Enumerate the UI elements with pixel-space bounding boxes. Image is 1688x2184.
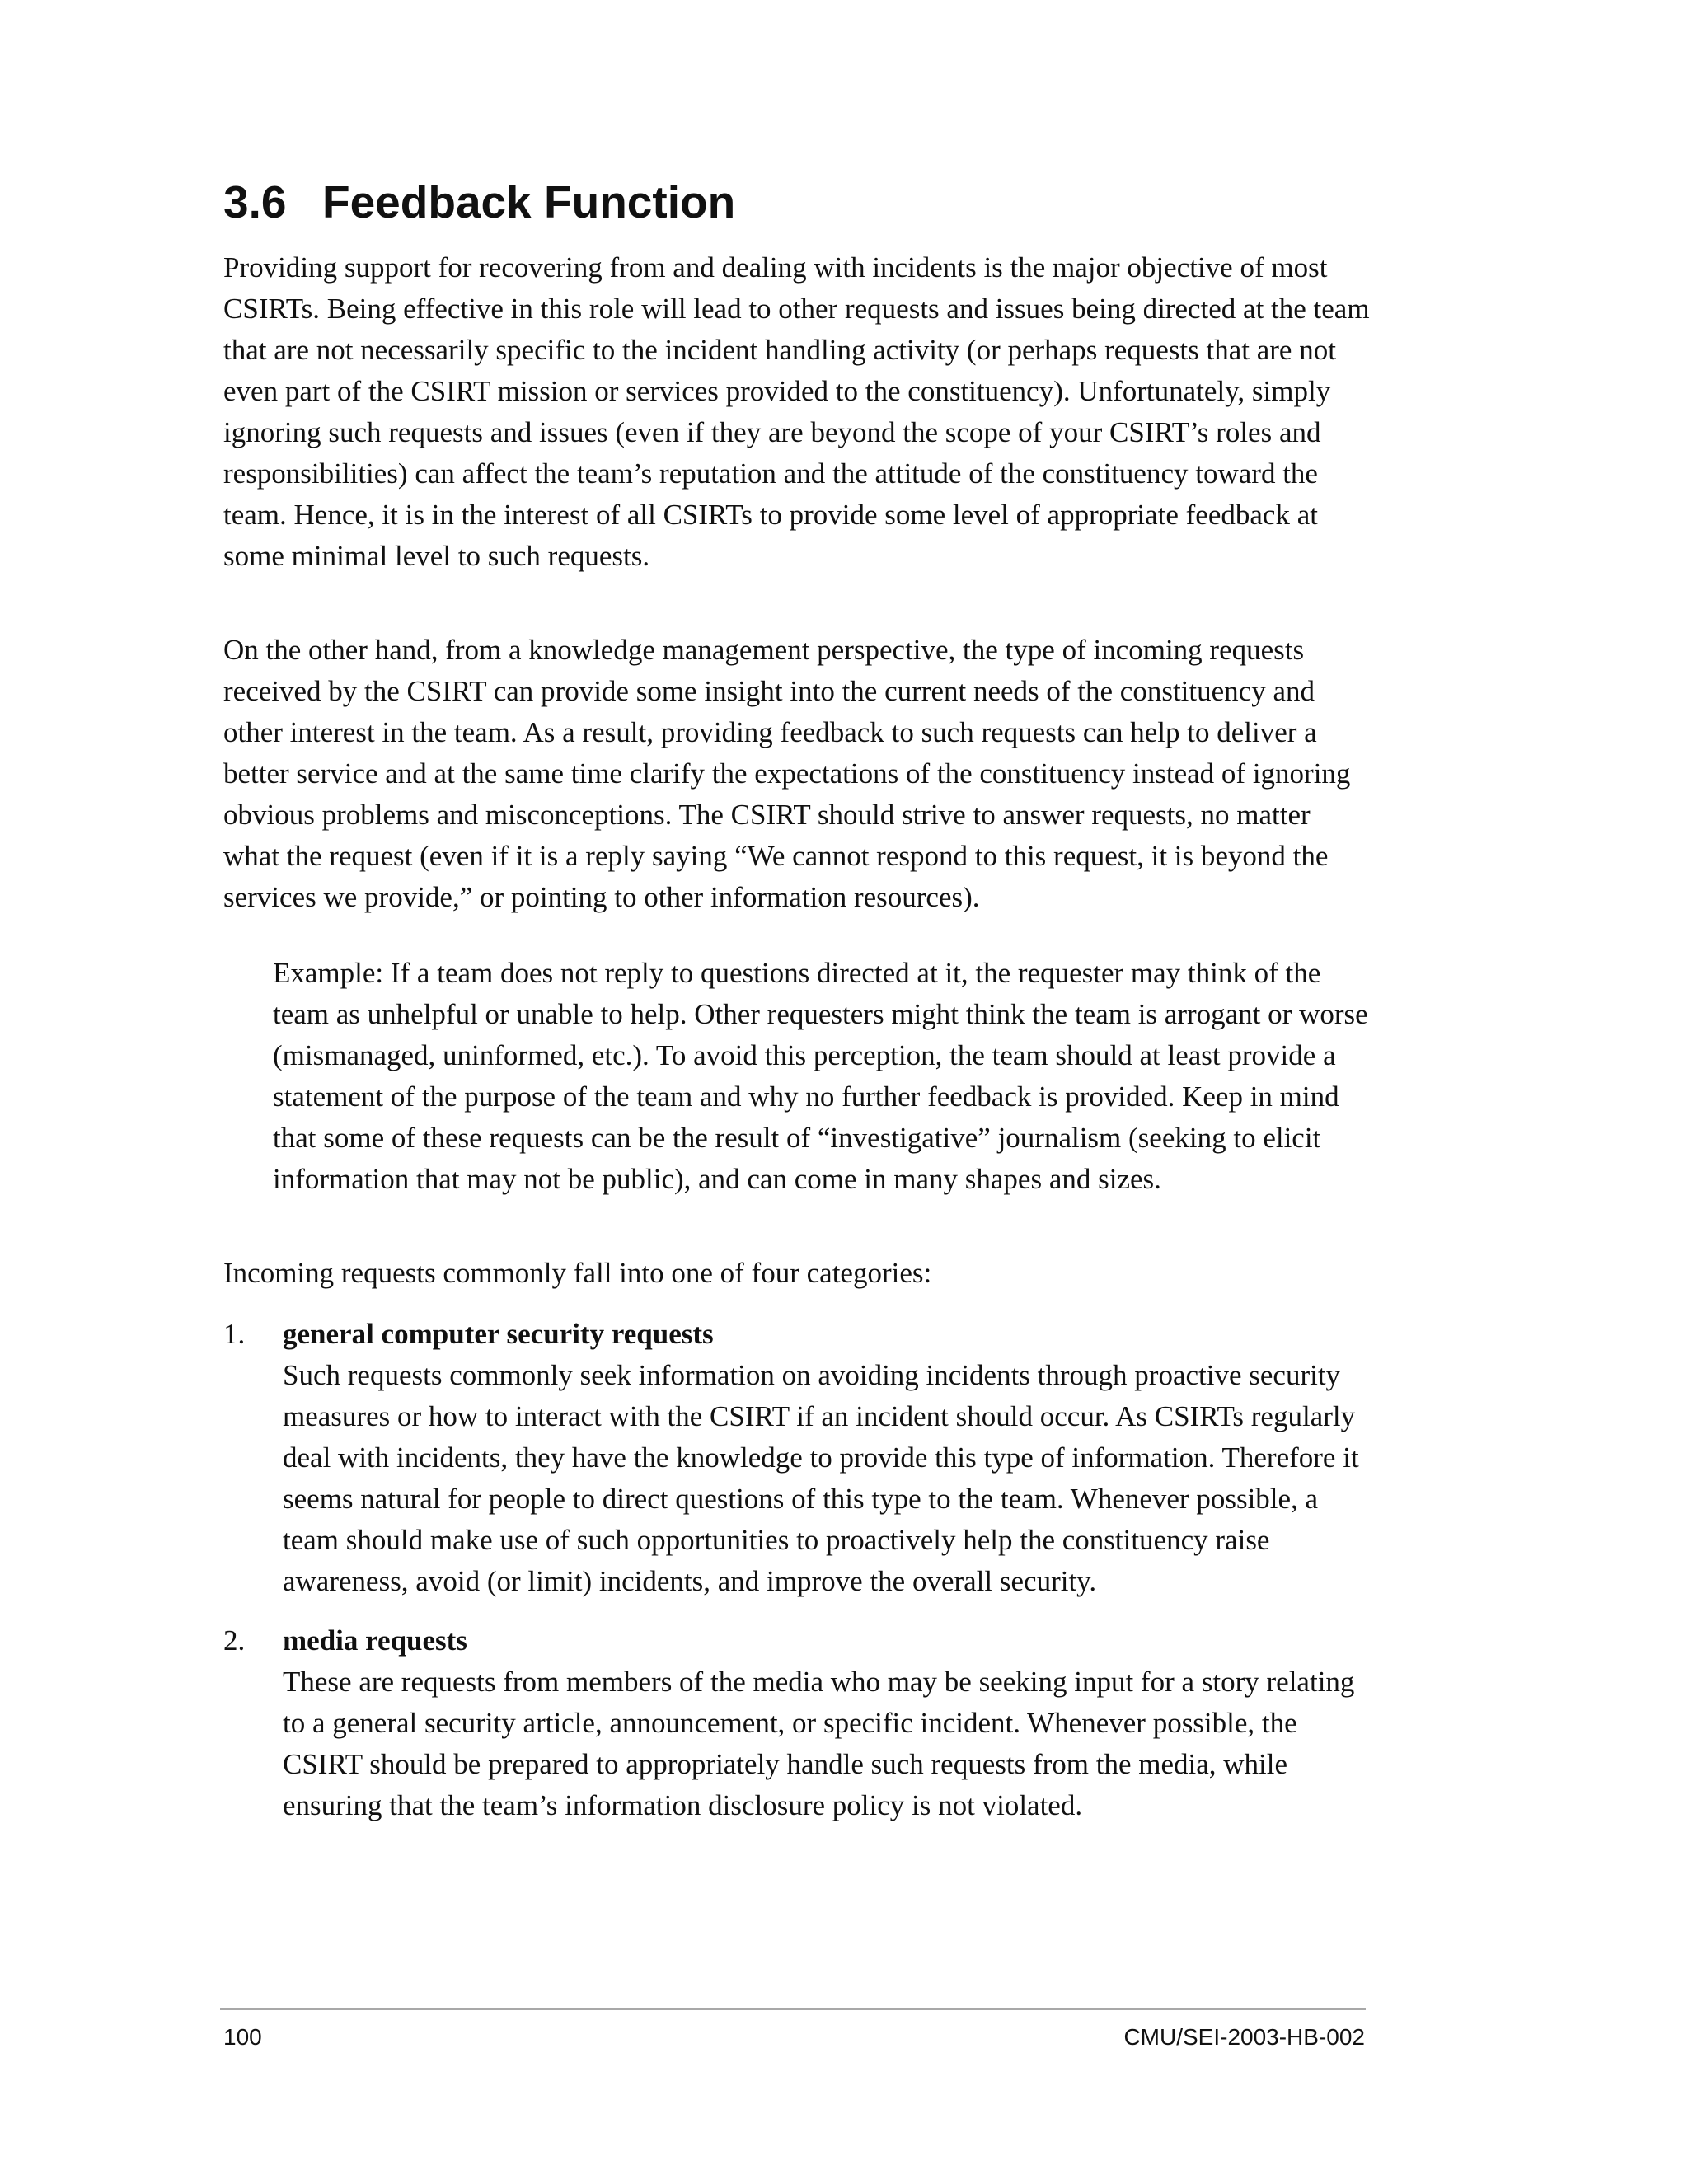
list-item-text: These are requests from members of the media who may be seeking input for a story relating to a general security article, announcement, or specific incident. Whenever possible, the CSIRT should be prepared to appropriately handle such requests from the media, while ensuring that the team’s information disclosure policy is not violated. (283, 1666, 1355, 1821)
page-number: 100 (223, 2024, 262, 2050)
section-title: Feedback Function (322, 176, 736, 227)
list-intro: Incoming requests commonly fall into one of four categories: (223, 1257, 932, 1289)
list-item-marker: 2. (223, 1624, 246, 1657)
paragraph-intro: Providing support for recovering from and dealing with incidents is the major objective of most CSIRTs. Being effective in this role will lead to other requests and issues being directed at the team that are not necessarily specific to the incident handling activity (or perhaps requests that are not even part of the CSIRT mission or services provided to the constituency). Unfortunately, simply ignoring such requests and issues (even if they are beyond the scope of your CSIRT’s roles and responsibilities) can affect the team’s reputation and the attitude of the constituency toward the team. Hence, it is in the interest of all CSIRTs to provide some level of appropriate feedback at some minimal level to such requests. (223, 251, 1370, 572)
example-block: Example: If a team does not reply to questions directed at it, the requester may think of the team as unhelpful or unable to help. Other requesters might think the team is arrogant or worse (mismanaged, uninformed, etc.). To avoid this perception, the team should at least provide a statement of the purpose of the team and why no further feedback is provided. Keep in mind that some of these requests can be the result of “investigative” journalism (seeking to elicit information that may not be public), and can come in many shapes and sizes. (273, 957, 1368, 1195)
list-item (223, 1620, 1373, 1826)
list-item-text: Such requests commonly seek information on avoiding incidents through proactive security measures or how to interact with the CSIRT if an incident should occur. As CSIRTs regularly deal with incidents, they have the knowledge to provide this type of information. Therefore it seems natural for people to direct questions of this type to the team. Whenever possible, a team should make use of such opportunities to proactively help the constituency raise awareness, avoid (or limit) incidents, and improve the overall security. (283, 1359, 1359, 1597)
paragraph-knowledge-management: On the other hand, from a knowledge management perspective, the type of incoming requests received by the CSIRT can provide some insight into the current needs of the constituency and other interest in the team. As a result, providing feedback to such requests can help to deliver a better service and at the same time clarify the expectations of the constituency instead of ignoring obvious problems and misconceptions. The CSIRT should strive to answer requests, no matter what the request (even if it is a reply saying “We cannot respond to this request, it is beyond the services we provide,” or pointing to other information resources). (223, 634, 1351, 913)
document-id: CMU/SEI-2003-HB-002 (1123, 2024, 1365, 2050)
body-text (223, 247, 1373, 1844)
list-item (223, 1314, 1373, 1602)
footer-divider (220, 2008, 1366, 2010)
list-item-marker: 1. (223, 1318, 246, 1350)
list-item-title: general computer security requests (283, 1318, 714, 1350)
section-heading (223, 169, 735, 235)
list-item-title: media requests (283, 1624, 467, 1657)
section-number: 3.6 (223, 176, 287, 227)
